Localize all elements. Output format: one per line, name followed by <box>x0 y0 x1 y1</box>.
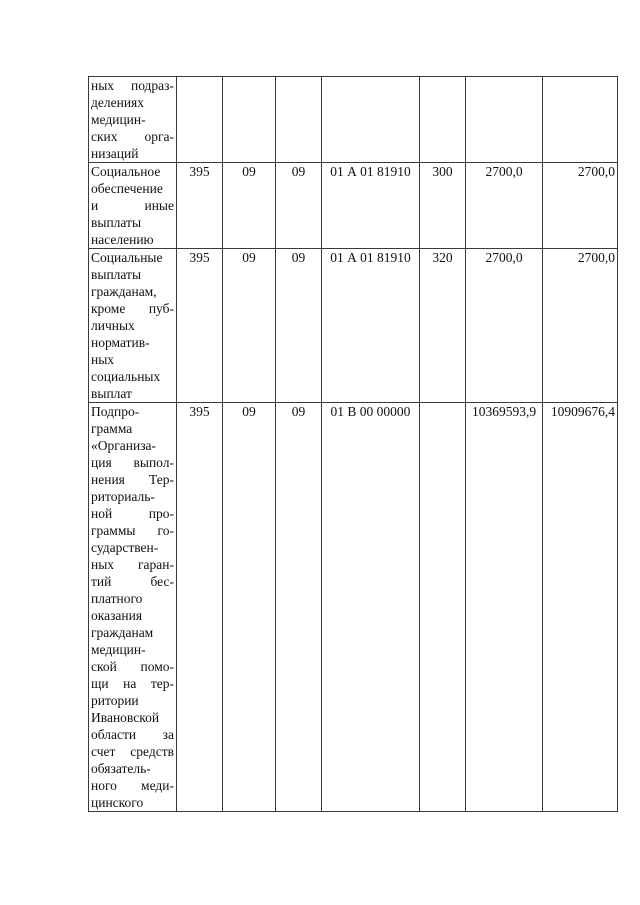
item-name-line: ных гаран- <box>91 557 174 572</box>
item-name-line: ской помо- <box>91 659 174 674</box>
item-name-line: области за <box>91 727 174 742</box>
item-name-line: «Организа- <box>91 438 157 453</box>
ministry-code-cell: 395 <box>177 249 223 403</box>
amount-year-2-cell: 2700,0 <box>543 163 618 249</box>
item-name-line: тий бес- <box>91 574 174 589</box>
item-name-line: цинского <box>91 795 144 810</box>
ministry-code-cell <box>177 77 223 163</box>
item-name-line: социальных <box>91 369 161 384</box>
item-name-line: медицин- <box>91 112 146 127</box>
subsection-code-cell <box>276 77 322 163</box>
item-name-line: гражданам <box>91 625 154 640</box>
table-row <box>89 249 618 403</box>
item-name-line: норматив- <box>91 335 150 350</box>
section-code-cell <box>223 77 276 163</box>
subsection-code-cell: 09 <box>276 163 322 249</box>
item-name-line: выплаты <box>91 267 142 282</box>
item-name-line: Подпро- <box>91 404 140 419</box>
item-name-line: щи на тер- <box>91 676 174 691</box>
item-name-line: грамма <box>91 421 133 436</box>
expense-kind-cell <box>420 403 466 812</box>
subsection-code-cell: 09 <box>276 403 322 812</box>
item-name-line: обязатель- <box>91 761 151 776</box>
item-name-cell <box>89 249 177 403</box>
item-name-line: ных <box>91 352 115 367</box>
item-name-line: сударствен- <box>91 540 159 555</box>
item-name-line: и иные <box>91 198 174 213</box>
amount-year-1-cell: 10369593,9 <box>466 403 543 812</box>
section-code-cell: 09 <box>223 403 276 812</box>
target-article-cell: 01 А 01 81910 <box>322 249 420 403</box>
section-code-cell: 09 <box>223 249 276 403</box>
item-name-line: риториаль- <box>91 489 155 504</box>
item-name-line: счет средств <box>91 744 174 759</box>
amount-year-1-cell: 2700,0 <box>466 163 543 249</box>
table-row <box>89 77 618 163</box>
item-name-line: населению <box>91 232 154 247</box>
item-name-line: делениях <box>91 95 144 110</box>
budget-table-body <box>89 77 618 812</box>
item-name-line: низаций <box>91 146 139 161</box>
target-article-cell: 01 А 01 81910 <box>322 163 420 249</box>
table-row <box>89 163 618 249</box>
item-name-line: оказания <box>91 608 143 623</box>
target-article-cell <box>322 77 420 163</box>
amount-year-1-cell: 2700,0 <box>466 249 543 403</box>
amount-year-2-cell: 10909676,4 <box>543 403 618 812</box>
item-name-line: ного меди- <box>91 778 174 793</box>
ministry-code-cell: 395 <box>177 403 223 812</box>
amount-year-2-cell: 2700,0 <box>543 249 618 403</box>
expense-kind-cell <box>420 77 466 163</box>
table-row <box>89 403 618 812</box>
amount-year-1-cell <box>466 77 543 163</box>
item-name-line: Социальное <box>91 164 161 179</box>
section-code-cell: 09 <box>223 163 276 249</box>
item-name-line: платного <box>91 591 143 606</box>
subsection-code-cell: 09 <box>276 249 322 403</box>
item-name-line: граммы го- <box>91 523 174 538</box>
expense-kind-cell: 320 <box>420 249 466 403</box>
item-name-cell <box>89 77 177 163</box>
item-name-cell <box>89 163 177 249</box>
ministry-code-cell: 395 <box>177 163 223 249</box>
budget-table <box>88 76 618 812</box>
item-name-line: ских орга- <box>91 129 174 144</box>
item-name-cell <box>89 403 177 812</box>
item-name-line: ция выпол- <box>91 455 174 470</box>
item-name-line: гражданам, <box>91 284 157 299</box>
item-name-line: кроме пуб- <box>91 301 174 316</box>
item-name-line: ной про- <box>91 506 174 521</box>
item-name-line: медицин- <box>91 642 146 657</box>
item-name-line: Ивановской <box>91 710 160 725</box>
item-name-line: личных <box>91 318 135 333</box>
item-name-line: выплаты <box>91 215 142 230</box>
item-name-line: нения Тер- <box>91 472 174 487</box>
item-name-line: выплат <box>91 386 132 401</box>
expense-kind-cell: 300 <box>420 163 466 249</box>
item-name-line: ритории <box>91 693 139 708</box>
item-name-line: Социальные <box>91 250 163 265</box>
amount-year-2-cell <box>543 77 618 163</box>
target-article-cell: 01 В 00 00000 <box>322 403 420 812</box>
item-name-line: обеспечение <box>91 181 163 196</box>
item-name-line: ных подраз- <box>91 78 174 93</box>
